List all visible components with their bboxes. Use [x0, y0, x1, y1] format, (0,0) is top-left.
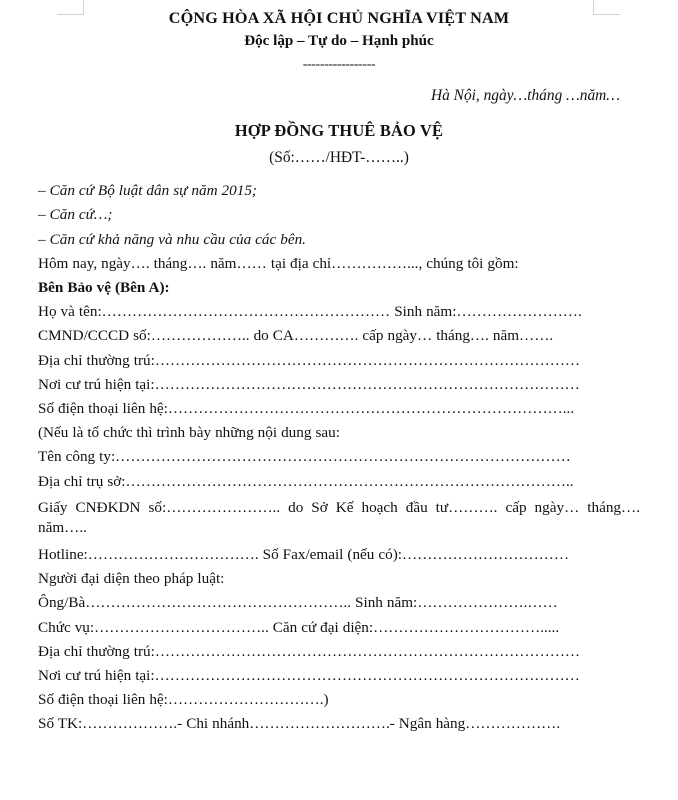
field-business-registration: Giấy CNĐKDN số:………………….. do Sở Kế hoạch đầu tư………. cấp ngày… tháng…. năm…..: [38, 498, 640, 536]
contract-number: (Số:……/HĐT-……..): [269, 149, 409, 167]
intro-paragraph: Hôm nay, ngày…. tháng…. năm…… tại địa chỉ……………..., chúng tôi gồm:: [38, 254, 519, 272]
legal-basis-line-2: – Căn cứ…;: [38, 206, 113, 224]
field-permanent-address: Địa chỉ thường trú:…………………………………………………………………………: [38, 351, 581, 369]
field-head-office-address: Địa chỉ trụ sở:……………………………………………………………………………..: [38, 472, 574, 490]
field-company-name: Tên công ty:………………………………………………………………………………: [38, 448, 571, 466]
field-phone-number: Số điện thoại liên hệ:……………………………………………………………………...: [38, 400, 575, 418]
field-current-residence: Nơi cư trú hiện tại:…………………………………………………………………………: [38, 375, 580, 393]
legal-representative-heading: Người đại diện theo pháp luật:: [38, 570, 225, 588]
organization-note: (Nếu là tổ chức thì trình bày những nội dung sau:: [38, 424, 340, 442]
legal-basis-line-1: – Căn cứ Bộ luật dân sự năm 2015;: [38, 182, 257, 200]
field-hotline-fax-email: Hotline:……………………………. Số Fax/email (nếu có):……………………………: [38, 546, 570, 564]
national-title: CỘNG HÒA XÃ HỘI CHỦ NGHĨA VIỆT NAM: [168, 9, 510, 27]
document-header: [38, 8, 640, 168]
document-body: [38, 183, 640, 731]
field-representative-phone: Số điện thoại liên hệ:………………………….): [38, 691, 329, 709]
field-representative-current-residence: Nơi cư trú hiện tại:…………………………………………………………………………: [38, 667, 580, 685]
field-full-name: Họ và tên:………………………………………………… Sinh năm:…………………….: [38, 303, 582, 321]
field-bank-account: Số TK:……………….- Chi nhánh……………………….- Ngân hàng……………….: [38, 715, 561, 733]
party-a-heading: Bên Bảo vệ (Bên A):: [38, 279, 170, 297]
header-separator-rule: -----------------: [302, 56, 376, 72]
field-position-and-authority: Chức vụ:…………………………….. Căn cứ đại diện:…………………………….....: [38, 618, 560, 636]
field-id-number: CMND/CCCD số:……………….. do CA…………. cấp ngày… tháng…. năm…….: [38, 327, 554, 345]
legal-basis-line-3: – Căn cứ khả năng và nhu cầu của các bên.: [38, 230, 306, 248]
field-representative-permanent-address: Địa chỉ thường trú:…………………………………………………………………………: [38, 642, 581, 660]
national-motto: Độc lập – Tự do – Hạnh phúc: [244, 33, 434, 50]
place-and-date-line: Hà Nội, ngày…tháng …năm…: [431, 86, 620, 104]
field-representative-name: Ông/Bà…………………………………………….. Sinh năm:………………….……: [38, 594, 558, 612]
contract-title: HỢP ĐỒNG THUÊ BẢO VỆ: [234, 120, 444, 140]
